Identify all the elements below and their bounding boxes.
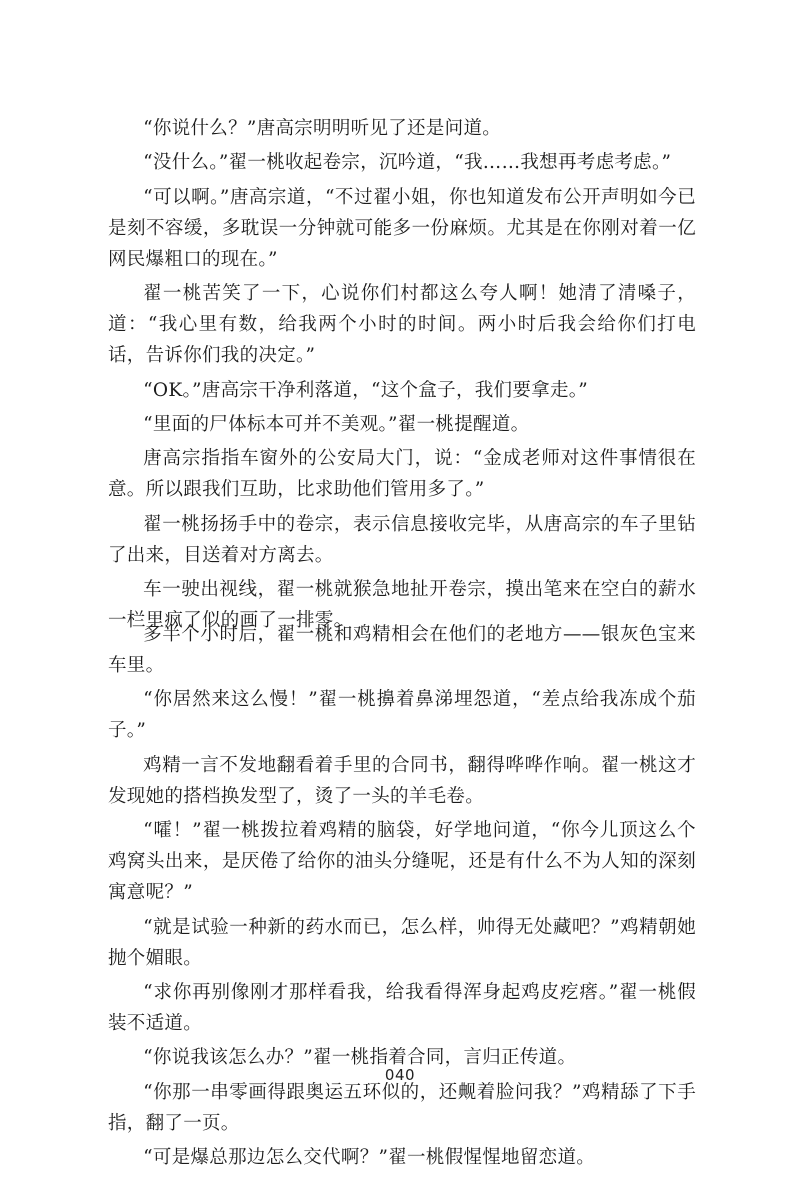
- paragraph: “你居然来这么慢！”翟一桃擤着鼻涕埋怨道，“差点给我冻成个茄子。”: [108, 689, 696, 742]
- paragraph: 唐高宗指指车窗外的公安局大门，说：“金成老师对这件事情很在意。所以跟我们互助，比求助他们管用多了。”: [108, 448, 696, 501]
- paragraph: “就是试验一种新的药水而已，怎么样，帅得无处藏吧？”鸡精朝她抛个媚眼。: [108, 916, 696, 969]
- paragraph: 翟一桃苦笑了一下，心说你们村都这么夸人啊！她清了清嗓子，道：“我心里有数，给我两个小时的时间。两小时后我会给你们打电话，告诉你们我的决定。”: [108, 283, 696, 367]
- paragraph: “求你再别像刚才那样看我，给我看得浑身起鸡皮疙瘩。”翟一桃假装不适道。: [108, 981, 696, 1034]
- paragraph: “可以啊。”唐高宗道，“不过翟小姐，你也知道发布公开声明如今已是刻不容缓，多耽误一分钟就可能多一份麻烦。尤其是在你刚对着一亿网民爆粗口的现在。”: [108, 186, 696, 270]
- page-number: 040: [384, 1066, 416, 1084]
- paragraph: “你说我该怎么办？”翟一桃指着合同，言归正传道。: [143, 1047, 577, 1069]
- paragraph: “可是爆总那边怎么交代啊？”翟一桃假惺惺地留恋道。: [143, 1147, 596, 1169]
- paragraph: 鸡精一言不发地翻看着手里的合同书，翻得哗哗作响。翟一桃这才发现她的搭档换发型了，烫了一头的羊毛卷。: [108, 754, 696, 807]
- paragraph: 车一驶出视线，翟一桃就猴急地扯开卷宗，摸出笔来在空白的薪水一栏里疯了似的画了一排零。: [108, 579, 696, 632]
- paragraph: “你那一串零画得跟奥运五环似的，还觍着脸问我？”鸡精舔了下手指，翻了一页。: [108, 1081, 696, 1134]
- paragraph: “没什么。”翟一桃收起卷宗，沉吟道，“我……我想再考虑考虑。”: [143, 152, 672, 174]
- paragraph: “里面的尸体标本可并不美观。”翟一桃提醒道。: [143, 413, 530, 435]
- text-section-2: [108, 619, 696, 1177]
- paragraph: 多半个小时后，翟一桃和鸡精相会在他们的老地方——银灰色宝来车里。: [108, 624, 696, 676]
- text-section-1: [108, 113, 696, 640]
- paragraph: “嚯！”翟一桃拨拉着鸡精的脑袋，好学地问道，“你今儿顶这么个鸡窝头出来，是厌倦了给你的油头分缝呢，还是有什么不为人知的深刻寓意呢？”: [108, 820, 696, 904]
- paragraph: 翟一桃扬扬手中的卷宗，表示信息接收完毕，从唐高宗的车子里钻了出来，目送着对方离去。: [108, 513, 696, 566]
- paragraph: “OK。”唐高宗干净利落道，“这个盒子，我们要拿走。”: [143, 379, 589, 401]
- paragraph: “你说什么？”唐高宗明明听见了还是问道。: [143, 118, 502, 139]
